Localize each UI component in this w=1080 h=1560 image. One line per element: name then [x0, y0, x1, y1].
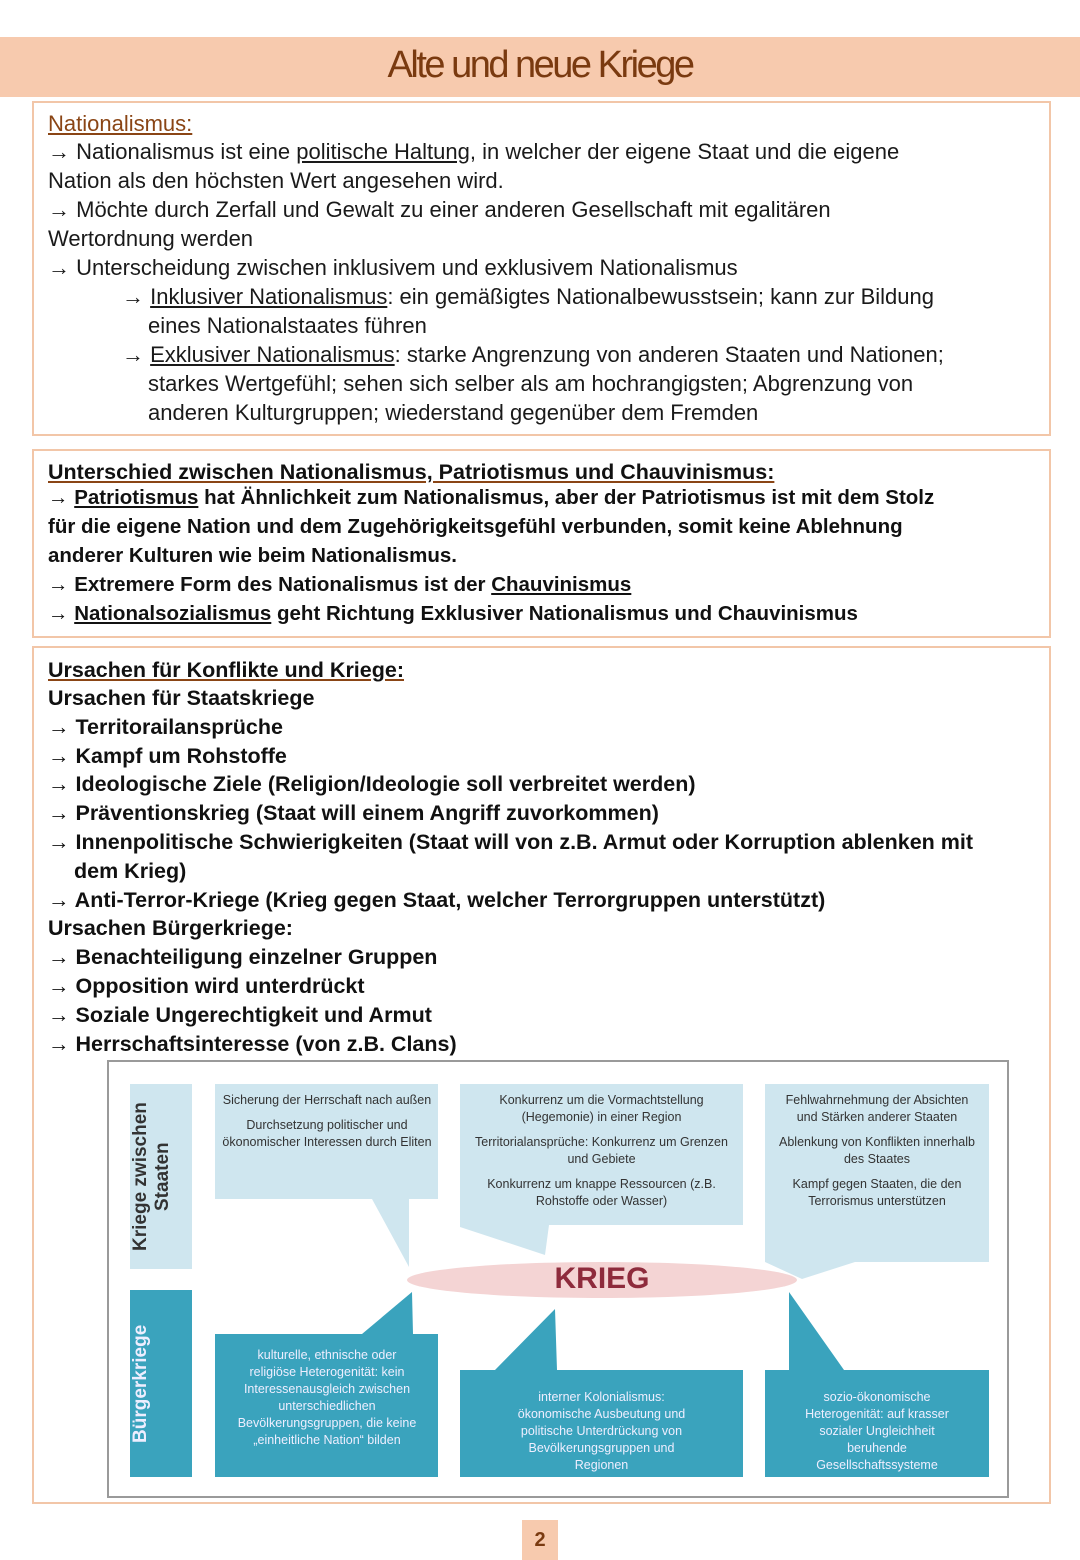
text-line: [48, 512, 1049, 541]
text-line: [48, 742, 1049, 771]
text-segment: : starke Angrenzung von anderen Staaten und Nationen;: [394, 342, 944, 367]
text-line: [48, 398, 1049, 427]
section-body: [48, 483, 1049, 628]
callout-item: Ablenkung von Konflikten innerhalb des Staates: [779, 1135, 975, 1166]
text-line: [48, 166, 1049, 195]
section-heading: Ursachen für Konflikte und Kriege:: [48, 658, 404, 682]
text-line: [48, 886, 1049, 915]
text-line: [48, 137, 1049, 166]
text-line: [48, 1001, 1049, 1030]
page-number: 2: [522, 1520, 558, 1560]
text-line: [48, 599, 1049, 628]
text-line: [48, 541, 1049, 570]
text-segment: →: [48, 602, 75, 625]
callout-item: Kampf gegen Staaten, die den Terrorismus unterstützen: [792, 1177, 962, 1208]
text-segment: → Opposition wird unterdrückt: [48, 973, 365, 998]
text-segment: hat Ähnlichkeit zum Nationalismus, aber der Patriotismus ist mit dem Stolz: [198, 486, 935, 509]
callout-bottom-text-3: sozio-ökonomische Heterogenität: auf krasser sozialer Ungleichheit beruhende Gesellschaftssysteme: [805, 1390, 949, 1472]
underlined-term: Nationalsozialismus: [74, 602, 272, 625]
text-line: [48, 483, 1049, 512]
text-line: [48, 713, 1049, 742]
text-line: [48, 1030, 1049, 1059]
section-heading: Nationalismus:: [48, 111, 193, 136]
callout-bottom-text-2: interner Kolonialismus: ökonomische Ausbeutung und politische Unterdrückung von Bevölkerungsgruppen und Regionen: [517, 1390, 686, 1472]
section-body: [48, 137, 1049, 427]
text-segment: → Nationalismus ist eine: [48, 139, 297, 164]
section-unterschied: [32, 449, 1051, 638]
text-segment: , in welcher der eigene Staat und die eigene: [469, 139, 900, 164]
text-line: [48, 770, 1049, 799]
text-line: [48, 369, 1049, 398]
text-segment: eines Nationalstaates führen: [148, 313, 427, 338]
text-segment: →: [122, 342, 151, 367]
text-line: [48, 311, 1049, 340]
page-title: Alte und neue Kriege: [387, 44, 693, 86]
text-segment: starkes Wertgefühl; sehen sich selber als am hochrangigsten; Abgrenzung von: [148, 371, 914, 396]
callout-item: Fehlwahrnehmung der Absichten und Stärken anderer Staaten: [785, 1093, 969, 1124]
text-segment: Nation als den höchsten Wert angesehen wird.: [48, 168, 504, 193]
text-segment: Ursachen für Staatskriege: [48, 686, 315, 710]
text-segment: → Kampf um Rohstoffe: [48, 743, 287, 768]
section-heading: Unterschied zwischen Nationalismus, Patriotismus und Chauvinismus:: [48, 460, 775, 484]
text-line: [48, 684, 1049, 713]
text-segment: Wertordnung werden: [48, 226, 254, 251]
text-segment: Ursachen Bürgerkriege:: [48, 916, 293, 941]
text-segment: →: [48, 486, 75, 509]
section-nationalismus: [32, 101, 1051, 436]
callout-item: Sicherung der Herrschaft nach außen: [222, 1093, 432, 1107]
text-line: [48, 828, 1049, 857]
text-line: [48, 253, 1049, 282]
text-segment: →: [122, 284, 151, 309]
text-segment: geht Richtung Exklusiver Nationalismus und Chauvinismus: [271, 602, 858, 625]
text-segment: → Präventionskrieg (Staat will einem Angriff zuvorkommen): [48, 801, 659, 826]
text-segment: → Herrschaftsinteresse (von z.B. Clans): [48, 1031, 457, 1056]
text-segment: für die eigene Nation und dem Zugehörigkeitsgefühl verbunden, somit keine Ablehnung: [48, 515, 903, 538]
text-segment: → Unterscheidung zwischen inklusivem und exklusivem Nationalismus: [48, 255, 738, 280]
underlined-term: Inklusiver Nationalismus: [150, 284, 388, 309]
text-segment: → Möchte durch Zerfall und Gewalt zu einer anderen Gesellschaft mit egalitären: [48, 197, 831, 222]
text-line: [48, 224, 1049, 253]
text-segment: → Benachteiligung einzelner Gruppen: [48, 945, 438, 970]
text-line: [48, 857, 1049, 886]
text-line: [48, 914, 1049, 943]
war-causes-diagram: [107, 1060, 1009, 1498]
section-body: [48, 684, 1049, 1058]
callout-item: Konkurrenz um knappe Ressourcen (z.B. Rohstoffe oder Wasser): [487, 1177, 716, 1208]
text-line: [48, 195, 1049, 224]
text-segment: anderen Kulturgruppen; wiederstand gegenüber dem Fremden: [148, 400, 759, 425]
underlined-term: Patriotismus: [74, 486, 199, 509]
text-line: [48, 340, 1049, 369]
text-line: [48, 570, 1049, 599]
callout-bottom-text-1: kulturelle, ethnische oder religiöse Heterogenität: kein Interessenausgleich zwischen unterschiedlichen Bevölkerungsgruppen, die keine „einheitliche Nation“ bilden: [237, 1348, 417, 1447]
text-segment: : ein gemäßigtes Nationalbewusstsein; kann zur Bildung: [387, 284, 934, 309]
text-line: [48, 972, 1049, 1001]
label-civil-wars: Bürgerkriege: [130, 1324, 151, 1443]
text-segment: → Extremere Form des Nationalismus ist der: [48, 573, 492, 596]
text-segment: dem Krieg): [74, 858, 187, 883]
callout-top-text-1: [221, 1092, 433, 1159]
text-line: [48, 282, 1049, 311]
underlined-term: Chauvinismus: [491, 573, 632, 596]
text-segment: → Anti-Terror-Kriege (Krieg gegen Staat, welcher Terrorgruppen unterstützt): [48, 887, 826, 912]
text-segment: anderer Kulturen wie beim Nationalismus.: [48, 544, 457, 567]
callout-item: Konkurrenz um die Vormachtstellung (Hegemonie) in einer Region: [499, 1093, 704, 1124]
krieg-label: KRIEG: [554, 1262, 650, 1295]
text-segment: → Soziale Ungerechtigkeit und Armut: [48, 1002, 432, 1027]
text-line: [48, 943, 1049, 972]
label-states: Kriege zwischen Staaten: [130, 1102, 173, 1251]
text-segment: → Territorailansprüche: [48, 714, 283, 739]
callout-item: Durchsetzung politischer und ökonomischer Interessen durch Eliten: [222, 1118, 432, 1149]
text-segment: → Innenpolitische Schwierigkeiten (Staat will von z.B. Armut oder Korruption ablenken mit: [48, 829, 974, 854]
text-segment: → Ideologische Ziele (Religion/Ideologie soll verbreitet werden): [48, 772, 696, 797]
underlined-term: Exklusiver Nationalismus: [150, 342, 395, 367]
text-line: [48, 799, 1049, 828]
callout-item: Territorialansprüche: Konkurrenz um Grenzen und Gebiete: [475, 1135, 728, 1166]
callout-top-text-2: [469, 1092, 734, 1218]
callout-top-text-3: [775, 1092, 979, 1218]
underlined-term: politische Haltung: [296, 139, 470, 164]
